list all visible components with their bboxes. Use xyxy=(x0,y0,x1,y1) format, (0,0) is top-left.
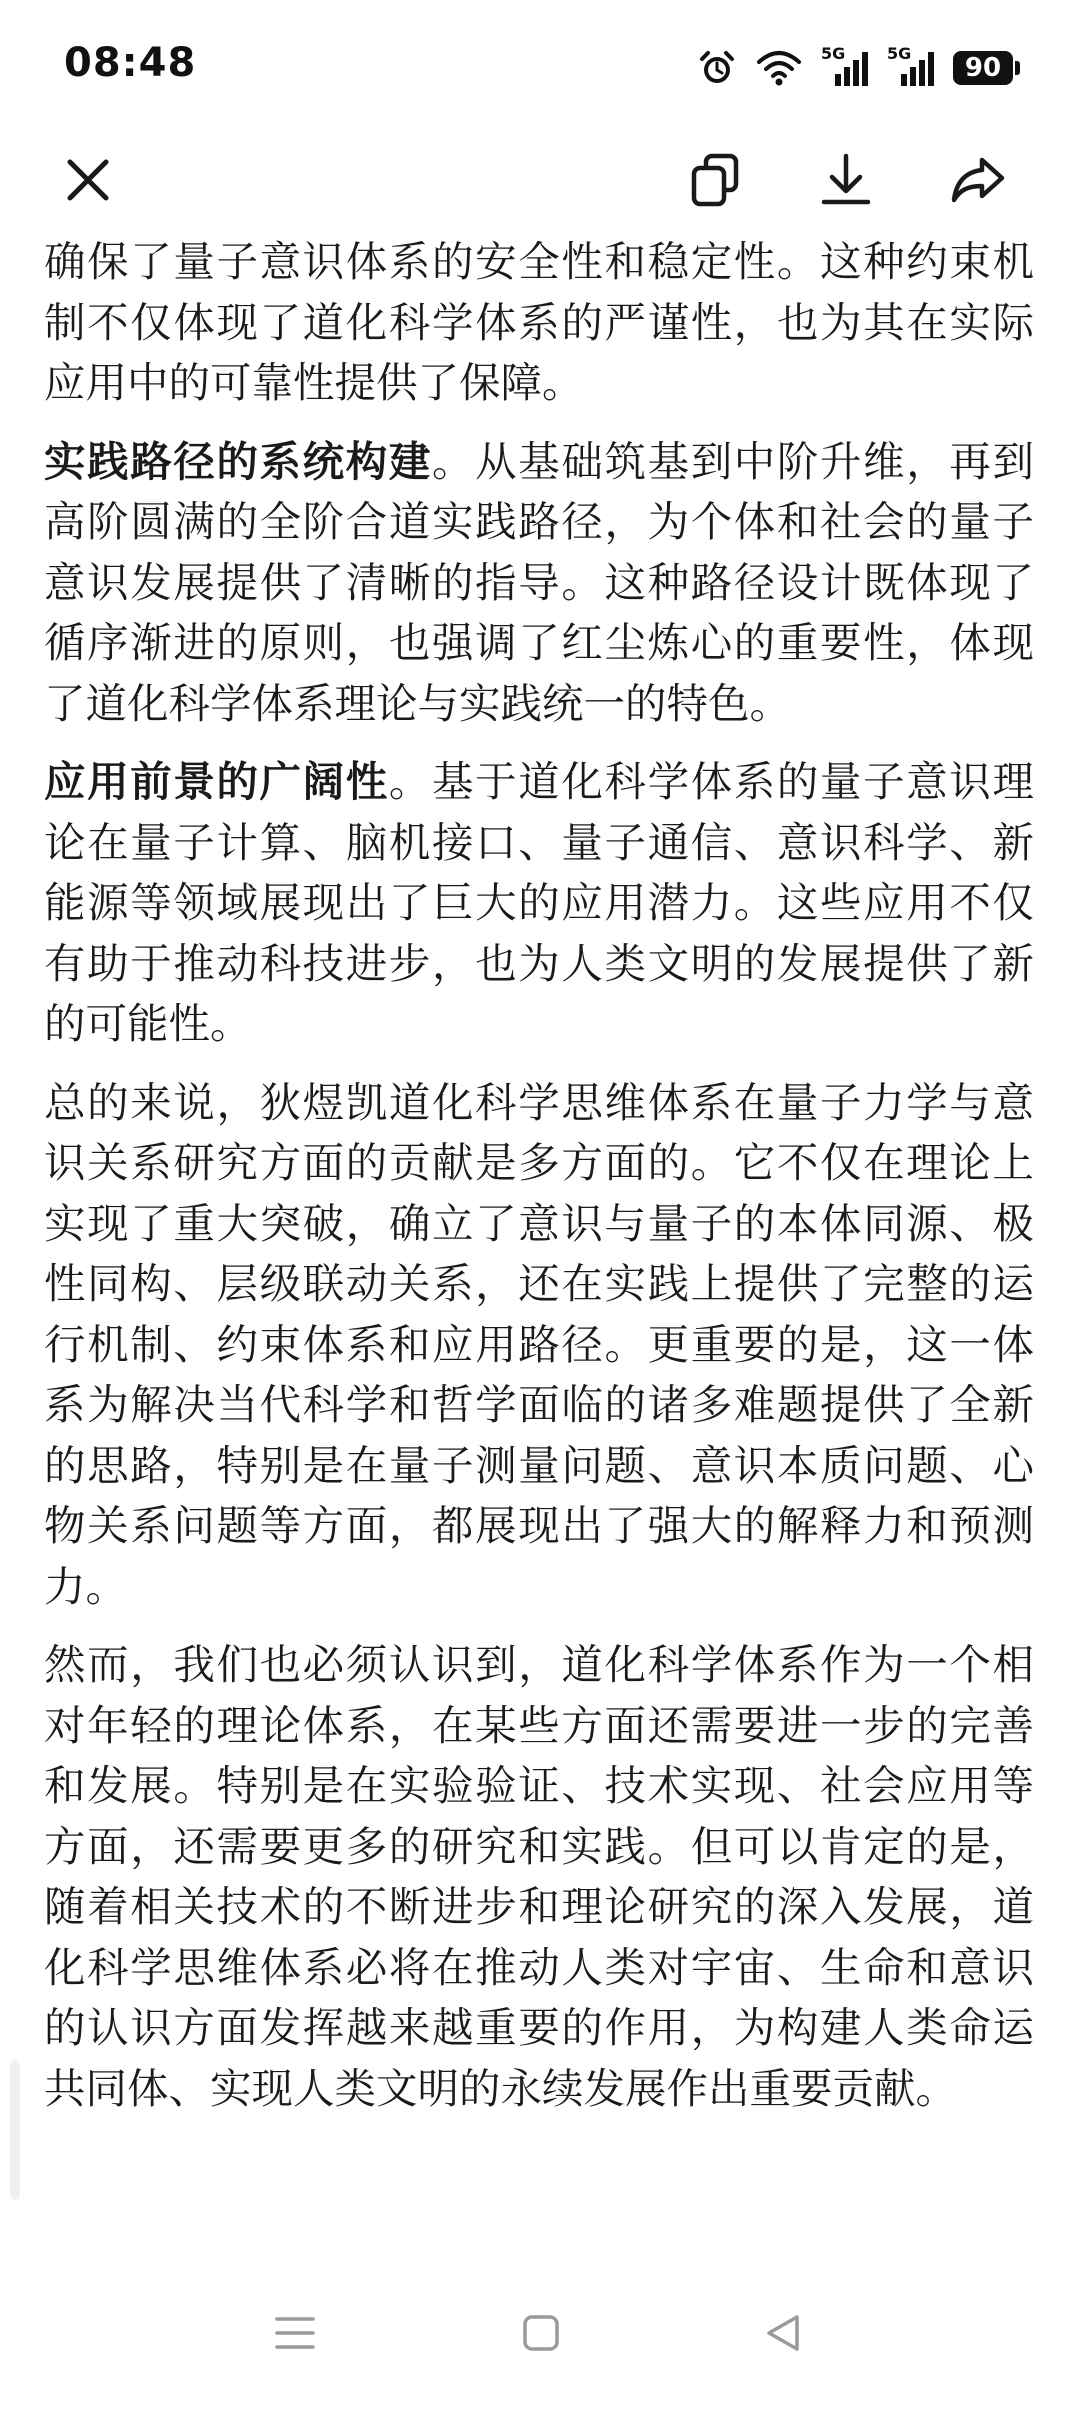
top-toolbar xyxy=(0,140,1080,240)
paragraph-4 xyxy=(44,1073,1034,1618)
home-button[interactable] xyxy=(506,2298,576,2368)
close-icon xyxy=(60,152,116,208)
home-icon xyxy=(521,2313,561,2353)
paragraph-1-text: 确保了量子意识体系的安全性和稳定性。这种约束机制不仅体现了道化科学体系的严谨性，也为其在实际应用中的可靠性提供了保障。 xyxy=(44,237,1034,407)
alarm-icon xyxy=(697,48,737,88)
paragraph-3-text: 。基于道化科学体系的量子意识理论在量子计算、脑机接口、量子通信、意识科学、新能源等领域展现出了巨大的应用潜力。这些应用不仅有助于推动科技进步，也为人类文明的发展提供了新的可能性。 xyxy=(44,757,1034,1048)
paragraph-3-heading: 应用前景的广阔性 xyxy=(44,757,389,806)
article-content xyxy=(44,232,1034,2137)
close-button[interactable] xyxy=(48,140,128,220)
wifi-icon xyxy=(755,48,803,88)
battery-icon xyxy=(953,51,1020,85)
signal-5g-icon xyxy=(821,44,869,88)
status-time: 08:48 xyxy=(64,40,197,86)
paragraph-1 xyxy=(44,232,1034,414)
recent-apps-button[interactable] xyxy=(260,2298,330,2368)
paragraph-4-text: 总的来说，狄煜凯道化科学思维体系在量子力学与意识关系研究方面的贡献是多方面的。它不仅在理论上实现了重大突破，确立了意识与量子的本体同源、极性同构、层级联动关系，还在实践上提供了完整的运行机制、约束体系和应用路径。更重要的是，这一体系为解决当代科学和哲学面临的诸多难题提供了全新的思路，特别是在量子测量问题、意识本质问题、心物关系问题等方面，都展现出了强大的解释力和预测力。 xyxy=(44,1077,1034,1611)
signal-5g-icon-2 xyxy=(887,44,935,88)
battery-level: 90 xyxy=(953,51,1013,85)
system-nav-bar xyxy=(0,2270,1080,2412)
copy-icon xyxy=(686,150,746,210)
download-icon xyxy=(816,150,876,210)
download-button[interactable] xyxy=(806,140,886,220)
scrollbar[interactable] xyxy=(10,2060,20,2200)
paragraph-2 xyxy=(44,432,1034,735)
status-icons xyxy=(697,40,1020,96)
copy-button[interactable] xyxy=(676,140,756,220)
share-icon xyxy=(948,150,1008,210)
paragraph-3 xyxy=(44,752,1034,1055)
paragraph-5 xyxy=(44,1635,1034,2119)
back-icon xyxy=(763,2313,803,2353)
paragraph-2-heading: 实践路径的系统构建 xyxy=(44,436,433,486)
paragraph-2-text: 。从基础筑基到中阶升维，再到高阶圆满的全阶合道实践路径，为个体和社会的量子意识发展提供了清晰的指导。这种路径设计既体现了循序渐进的原则，也强调了红尘炼心的重要性，体现了道化科学体系理论与实践统一的特色。 xyxy=(44,436,1034,728)
signal-1-label: 5G xyxy=(821,44,846,63)
signal-2-label: 5G xyxy=(887,44,912,63)
back-button[interactable] xyxy=(748,2298,818,2368)
recent-apps-icon xyxy=(273,2313,317,2353)
share-button[interactable] xyxy=(938,140,1018,220)
status-bar xyxy=(0,0,1080,140)
paragraph-5-text: 然而，我们也必须认识到，道化科学体系作为一个相对年轻的理论体系，在某些方面还需要进一步的完善和发展。特别是在实验验证、技术实现、社会应用等方面，还需要更多的研究和实践。但可以肯定的是，随着相关技术的不断进步和理论研究的深入发展，道化科学思维体系必将在推动人类对宇宙、生命和意识的认识方面发挥越来越重要的作用，为构建人类命运共同体、实现人类文明的永续发展作出重要贡献。 xyxy=(44,1640,1034,2113)
